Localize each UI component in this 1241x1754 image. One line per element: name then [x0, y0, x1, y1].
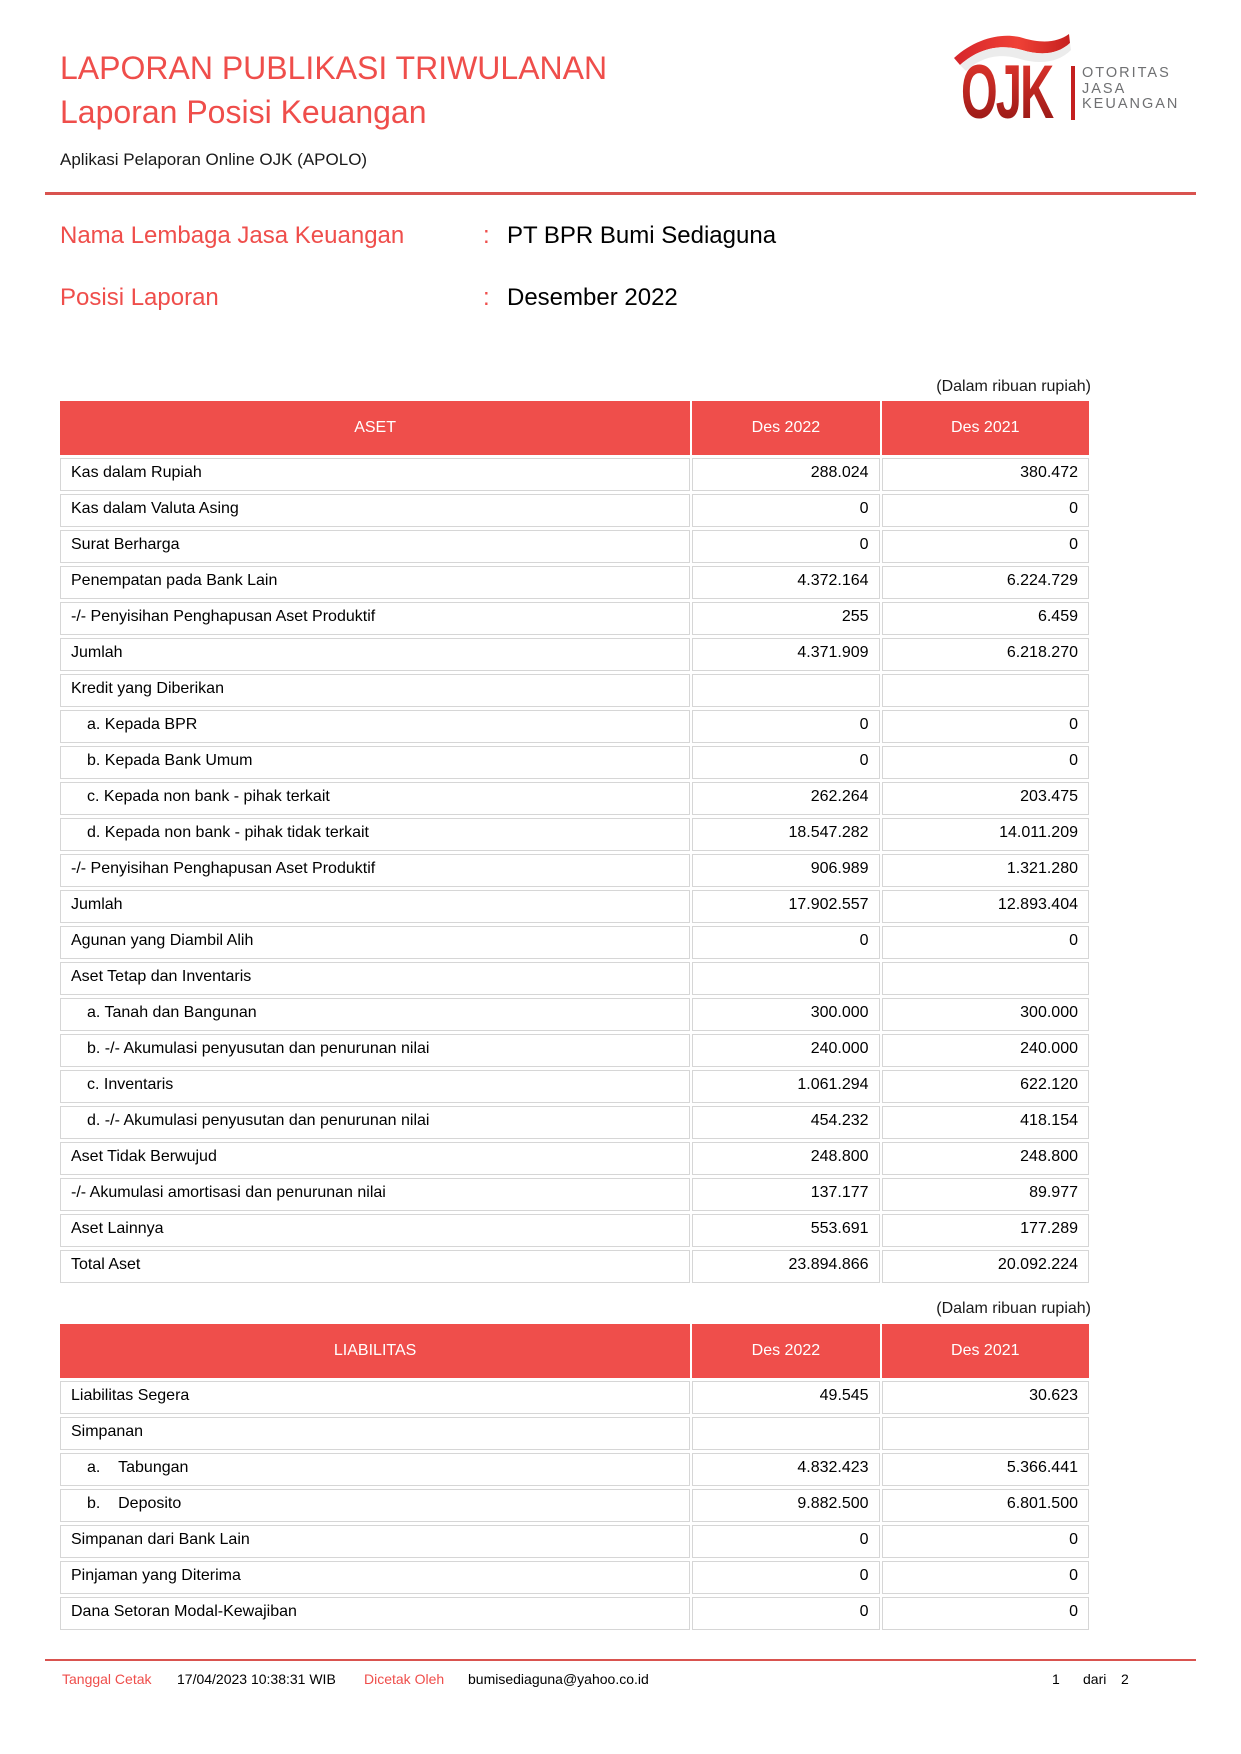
row-label: Total Aset: [60, 1250, 690, 1283]
value-des-2022: 248.800: [692, 1142, 879, 1175]
unit-note-aset: (Dalam ribuan rupiah): [936, 378, 1091, 395]
value-des-2022: 906.989: [692, 854, 879, 887]
table-row: [60, 494, 1089, 527]
page-number-current: 1: [1052, 1671, 1060, 1687]
value-des-2022: 0: [692, 926, 879, 959]
value-des-2021: 14.011.209: [882, 818, 1089, 851]
value-des-2021: 0: [882, 710, 1089, 743]
value-des-2022: [692, 1417, 879, 1450]
table-row: [60, 890, 1089, 923]
value-des-2022: 49.545: [692, 1381, 879, 1414]
row-label: c. Inventaris: [60, 1070, 690, 1103]
table-row: [60, 458, 1089, 491]
value-des-2021: [882, 1417, 1089, 1450]
value-des-2022: 0: [692, 1525, 879, 1558]
row-label: Kas dalam Valuta Asing: [60, 494, 690, 527]
value-des-2021: 248.800: [882, 1142, 1089, 1175]
value-des-2022: [692, 962, 879, 995]
column-header-des-2021: Des 2021: [882, 1324, 1089, 1378]
row-label: Dana Setoran Modal-Kewajiban: [60, 1597, 690, 1630]
value-des-2021: 30.623: [882, 1381, 1089, 1414]
value-des-2022: 23.894.866: [692, 1250, 879, 1283]
unit-note-liabilitas: (Dalam ribuan rupiah): [936, 1300, 1091, 1317]
logo-org-name: [1082, 66, 1179, 113]
ojk-flag-icon: [948, 26, 1076, 126]
row-label: Kredit yang Diberikan: [60, 674, 690, 707]
row-label: Liabilitas Segera: [60, 1381, 690, 1414]
value-des-2021: 622.120: [882, 1070, 1089, 1103]
meta-row-institution: [60, 222, 776, 250]
column-header-des-2022: Des 2022: [692, 401, 879, 455]
value-des-2022: 0: [692, 746, 879, 779]
institution-label: Nama Lembaga Jasa Keuangan: [60, 222, 405, 249]
table-row: [60, 1453, 1089, 1486]
value-des-2021: 418.154: [882, 1106, 1089, 1139]
column-header-des-2021: Des 2021: [882, 401, 1089, 455]
table-row: [60, 1417, 1089, 1450]
row-label: d. Kepada non bank - pihak tidak terkait: [60, 818, 690, 851]
table-row: [60, 854, 1089, 887]
liabilitas-table-header-row: [60, 1324, 1089, 1378]
page-title: LAPORAN PUBLIKASI TRIWULANAN: [60, 50, 608, 86]
row-label: a. Kepada BPR: [60, 710, 690, 743]
value-des-2022: 18.547.282: [692, 818, 879, 851]
printed-by-label: Dicetak Oleh: [364, 1671, 445, 1687]
value-des-2022: 288.024: [692, 458, 879, 491]
table-row: [60, 746, 1089, 779]
table-row: [60, 710, 1089, 743]
table-row: [60, 566, 1089, 599]
row-label: Penempatan pada Bank Lain: [60, 566, 690, 599]
value-des-2021: 20.092.224: [882, 1250, 1089, 1283]
value-des-2021: 0: [882, 746, 1089, 779]
table-row: [60, 1250, 1089, 1283]
page-number-separator: dari: [1083, 1671, 1107, 1687]
app-name: Aplikasi Pelaporan Online OJK (APOLO): [60, 150, 368, 169]
value-des-2022: 0: [692, 530, 879, 563]
row-label: Jumlah: [60, 638, 690, 671]
footer: [0, 1671, 1241, 1693]
value-des-2021: [882, 674, 1089, 707]
table-row: [60, 962, 1089, 995]
table-row: [60, 818, 1089, 851]
table-row: [60, 1489, 1089, 1522]
row-label: Jumlah: [60, 890, 690, 923]
table-row: [60, 674, 1089, 707]
table-row: [60, 1070, 1089, 1103]
row-label: Aset Tetap dan Inventaris: [60, 962, 690, 995]
table-row: [60, 1034, 1089, 1067]
table-row: [60, 1106, 1089, 1139]
table-row: [60, 926, 1089, 959]
table-row: [60, 530, 1089, 563]
value-des-2021: 6.459: [882, 602, 1089, 635]
table-row: [60, 602, 1089, 635]
row-label: c. Kepada non bank - pihak terkait: [60, 782, 690, 815]
print-date-label: Tanggal Cetak: [62, 1671, 152, 1687]
value-des-2022: 4.372.164: [692, 566, 879, 599]
row-label: Aset Tidak Berwujud: [60, 1142, 690, 1175]
aset-table-header-row: [60, 401, 1089, 455]
logo-org-line: OTORITAS: [1082, 65, 1171, 81]
value-des-2022: 300.000: [692, 998, 879, 1031]
liabilitas-table: [58, 1321, 1091, 1633]
ojk-acronym: OJK: [961, 50, 1053, 126]
institution-colon: :: [483, 222, 490, 249]
value-des-2021: 6.218.270: [882, 638, 1089, 671]
value-des-2022: 262.264: [692, 782, 879, 815]
column-header-des-2022: Des 2022: [692, 1324, 879, 1378]
report-position-label: Posisi Laporan: [60, 284, 219, 311]
value-des-2022: 1.061.294: [692, 1070, 879, 1103]
table-row: [60, 1142, 1089, 1175]
value-des-2021: 5.366.441: [882, 1453, 1089, 1486]
row-label: Simpanan dari Bank Lain: [60, 1525, 690, 1558]
value-des-2022: 0: [692, 1561, 879, 1594]
value-des-2021: 6.224.729: [882, 566, 1089, 599]
table-row: [60, 1381, 1089, 1414]
print-date-value: 17/04/2023 10:38:31 WIB: [177, 1671, 336, 1687]
column-header-aset: ASET: [60, 401, 690, 455]
value-des-2022: 240.000: [692, 1034, 879, 1067]
value-des-2021: 300.000: [882, 998, 1089, 1031]
logo-org-line: KEUANGAN: [1082, 96, 1180, 112]
table-row: [60, 998, 1089, 1031]
ojk-logo: [948, 26, 1198, 126]
page-title-line2: Laporan Posisi Keuangan: [60, 94, 427, 130]
row-label: b. Deposito: [60, 1489, 690, 1522]
value-des-2022: 553.691: [692, 1214, 879, 1247]
table-row: [60, 638, 1089, 671]
table-row: [60, 1561, 1089, 1594]
value-des-2021: 240.000: [882, 1034, 1089, 1067]
row-label: b. Kepada Bank Umum: [60, 746, 690, 779]
value-des-2021: 1.321.280: [882, 854, 1089, 887]
page-number-total: 2: [1121, 1671, 1129, 1687]
logo-divider: [1071, 66, 1075, 120]
value-des-2021: 380.472: [882, 458, 1089, 491]
value-des-2021: 203.475: [882, 782, 1089, 815]
table-row: [60, 1214, 1089, 1247]
value-des-2022: 17.902.557: [692, 890, 879, 923]
logo-org-line: JASA: [1082, 80, 1127, 97]
value-des-2021: 6.801.500: [882, 1489, 1089, 1522]
value-des-2022: 454.232: [692, 1106, 879, 1139]
row-label: b. -/- Akumulasi penyusutan dan penurunan nilai: [60, 1034, 690, 1067]
row-label: -/- Akumulasi amortisasi dan penurunan nilai: [60, 1178, 690, 1211]
value-des-2021: 89.977: [882, 1178, 1089, 1211]
value-des-2022: 255: [692, 602, 879, 635]
value-des-2022: 0: [692, 1597, 879, 1630]
row-label: Kas dalam Rupiah: [60, 458, 690, 491]
value-des-2021: 0: [882, 926, 1089, 959]
value-des-2021: 0: [882, 494, 1089, 527]
value-des-2021: 177.289: [882, 1214, 1089, 1247]
row-label: Aset Lainnya: [60, 1214, 690, 1247]
value-des-2022: 0: [692, 494, 879, 527]
report-position-value: Desember 2022: [507, 284, 678, 311]
table-row: [60, 782, 1089, 815]
row-label: Pinjaman yang Diterima: [60, 1561, 690, 1594]
value-des-2022: 4.832.423: [692, 1453, 879, 1486]
value-des-2022: 137.177: [692, 1178, 879, 1211]
table-row: [60, 1178, 1089, 1211]
institution-value: PT BPR Bumi Sediaguna: [507, 222, 777, 249]
value-des-2021: 0: [882, 1597, 1089, 1630]
value-des-2022: 9.882.500: [692, 1489, 879, 1522]
header-rule: [45, 192, 1196, 195]
footer-rule: [45, 1659, 1196, 1661]
row-label: Simpanan: [60, 1417, 690, 1450]
value-des-2021: 0: [882, 1561, 1089, 1594]
table-row: [60, 1597, 1089, 1630]
aset-table: [58, 398, 1091, 1286]
row-label: Surat Berharga: [60, 530, 690, 563]
row-label: a. Tanah dan Bangunan: [60, 998, 690, 1031]
row-label: Agunan yang Diambil Alih: [60, 926, 690, 959]
value-des-2021: 12.893.404: [882, 890, 1089, 923]
row-label: d. -/- Akumulasi penyusutan dan penurunan nilai: [60, 1106, 690, 1139]
value-des-2022: 0: [692, 710, 879, 743]
row-label: -/- Penyisihan Penghapusan Aset Produktif: [60, 854, 690, 887]
value-des-2021: [882, 962, 1089, 995]
report-position-colon: :: [483, 284, 490, 311]
column-header-liabilitas: LIABILITAS: [60, 1324, 690, 1378]
value-des-2021: 0: [882, 1525, 1089, 1558]
value-des-2022: [692, 674, 879, 707]
row-label: -/- Penyisihan Penghapusan Aset Produktif: [60, 602, 690, 635]
meta-row-position: [60, 284, 678, 312]
value-des-2021: 0: [882, 530, 1089, 563]
table-row: [60, 1525, 1089, 1558]
row-label: a. Tabungan: [60, 1453, 690, 1486]
printed-by-value: bumisediaguna@yahoo.co.id: [468, 1671, 649, 1687]
value-des-2022: 4.371.909: [692, 638, 879, 671]
title-block: [60, 46, 607, 134]
